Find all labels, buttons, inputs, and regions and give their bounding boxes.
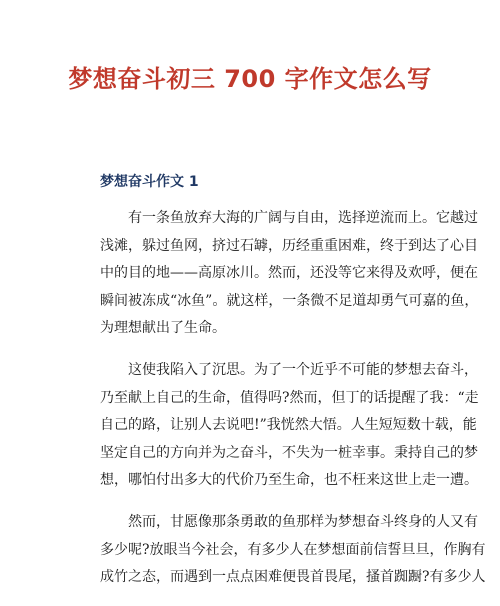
paragraph-1 [100, 205, 479, 343]
text-line: 坚定自己的方向并为之奋斗，不失为一桩幸事。秉持自己的梦 [100, 444, 478, 461]
section-heading: 梦想奋斗作文 1 [100, 174, 199, 190]
text-line: 这使我陷入了沉思。为了一个近乎不可能的梦想去奋斗， [128, 361, 478, 378]
paragraph-2 [100, 357, 479, 495]
text-line: 浅滩，躲过鱼网，挤过石罅，历经重重困难，终于到达了心目 [100, 237, 478, 254]
text-line: 然而，甘愿像那条勇敢的鱼那样为梦想奋斗终身的人又有 [128, 513, 478, 530]
paragraph-3 [100, 509, 486, 592]
text-line: 瞬间被冻成“冰鱼”。就这样，一条微不足道却勇气可嘉的鱼， [100, 292, 479, 309]
article-body [100, 205, 486, 606]
text-line: 想，哪怕付出多大的代价乃至生命，也不枉来这世上走一遭。 [100, 472, 478, 489]
text-line: 成竹之态，而遇到一点点困难便畏首畏尾，搔首踟蹰?有多少人 [100, 569, 486, 586]
document-title: 梦想奋斗初三 700 字作文怎么写 [68, 65, 432, 93]
text-line: 乃至献上自己的生命，值得吗?然而，但丁的话提醒了我：“走 [100, 389, 479, 406]
text-line: 自己的路，让别人去说吧!”我恍然大悟。人生短短数十载，能 [100, 417, 477, 434]
text-line: 为理想献出了生命。 [100, 320, 226, 337]
text-line: 中的目的地——高原冰川。然而，还没等它来得及欢呼，便在 [100, 265, 478, 282]
text-line: 多少呢?放眼当今社会，有多少人在梦想面前信誓旦旦，作胸有 [100, 541, 486, 558]
text-line: 有一条鱼放弃大海的广阔与自由，选择逆流而上。它越过 [128, 210, 478, 226]
